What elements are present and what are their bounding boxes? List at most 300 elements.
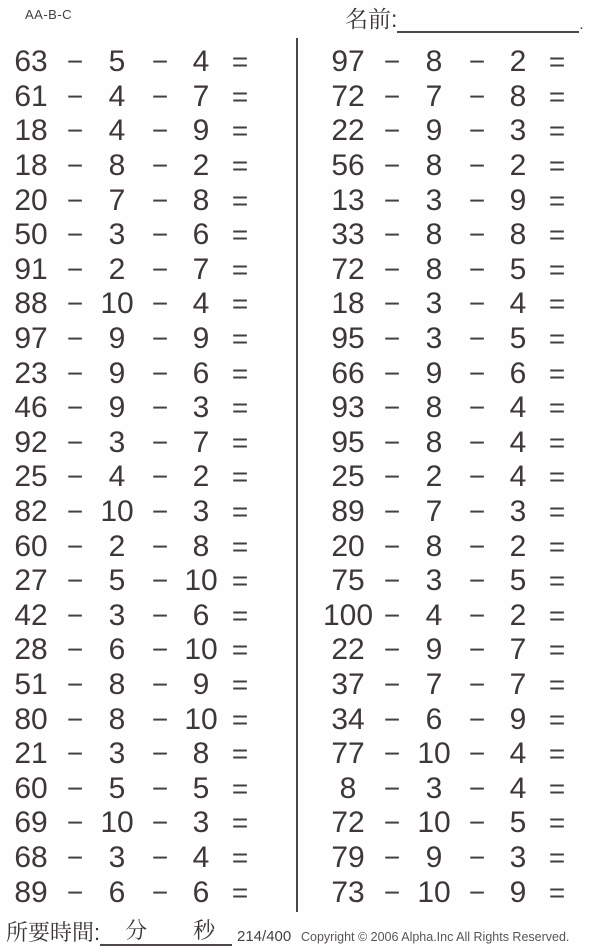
operand-2: 7 <box>425 667 443 701</box>
operand-2: 2 <box>108 529 126 563</box>
problem-row <box>0 356 296 391</box>
equals-sign: = <box>548 703 566 735</box>
minus-sign-1: − <box>66 634 84 666</box>
equals-sign: = <box>231 115 249 147</box>
time-required-block <box>6 916 232 946</box>
minus-sign-1: − <box>66 772 84 804</box>
equals-sign: = <box>231 807 249 839</box>
operand-2: 5 <box>108 45 126 79</box>
minus-sign-1: − <box>383 841 401 873</box>
problem-row <box>0 599 296 634</box>
operand-1: 27 <box>14 564 48 598</box>
minus-sign-2: − <box>151 80 169 112</box>
operand-1: 82 <box>14 495 48 529</box>
operand-2: 9 <box>425 356 443 390</box>
minus-sign-1: − <box>383 392 401 424</box>
name-entry-line <box>397 5 579 33</box>
operand-1: 23 <box>14 356 48 390</box>
operand-2: 8 <box>425 45 443 79</box>
minus-sign-1: − <box>383 253 401 285</box>
operand-1: 68 <box>14 840 48 874</box>
operand-3: 8 <box>192 183 210 217</box>
operand-3: 4 <box>509 460 527 494</box>
operand-1: 89 <box>14 875 48 909</box>
equals-sign: = <box>231 703 249 735</box>
problem-row <box>0 114 296 149</box>
operand-3: 6 <box>192 356 210 390</box>
minus-sign-2: − <box>468 738 486 770</box>
operand-1: 97 <box>14 322 48 356</box>
operand-3: 5 <box>509 806 527 840</box>
operand-2: 8 <box>425 218 443 252</box>
operand-2: 9 <box>108 391 126 425</box>
operand-3: 4 <box>509 425 527 459</box>
operand-2: 3 <box>425 183 443 217</box>
operand-3: 3 <box>509 495 527 529</box>
minutes-label: 分 <box>125 918 148 943</box>
problem-row <box>0 391 296 426</box>
operand-1: 100 <box>322 598 374 632</box>
minus-sign-2: − <box>468 703 486 735</box>
operand-2: 10 <box>100 806 134 840</box>
operand-2: 6 <box>425 702 443 736</box>
operand-2: 4 <box>108 460 126 494</box>
minus-sign-1: − <box>66 668 84 700</box>
minus-sign-1: − <box>66 841 84 873</box>
problem-row <box>0 841 296 876</box>
operand-3: 7 <box>509 667 527 701</box>
copyright-text: Copyright © 2006 Alpha.Inc All Rights Reserved. <box>301 930 570 944</box>
operand-3: 5 <box>509 322 527 356</box>
minus-sign-2: − <box>151 807 169 839</box>
equals-sign: = <box>231 565 249 597</box>
operand-3: 7 <box>509 633 527 667</box>
operand-2: 10 <box>100 287 134 321</box>
column-divider <box>296 38 298 912</box>
operand-2: 4 <box>108 79 126 113</box>
operand-1: 20 <box>331 529 365 563</box>
name-line-end-dot: . <box>579 16 584 33</box>
operand-2: 8 <box>425 149 443 183</box>
operand-2: 5 <box>108 564 126 598</box>
problem-row <box>300 218 600 253</box>
operand-3: 2 <box>509 149 527 183</box>
problem-row <box>300 875 600 910</box>
problem-row <box>0 426 296 461</box>
footer <box>0 912 600 952</box>
minus-sign-2: − <box>151 115 169 147</box>
equals-sign: = <box>548 565 566 597</box>
minus-sign-2: − <box>468 530 486 562</box>
equals-sign: = <box>231 357 249 389</box>
minus-sign-1: − <box>66 426 84 458</box>
operand-2: 9 <box>425 114 443 148</box>
equals-sign: = <box>231 80 249 112</box>
operand-2: 7 <box>425 79 443 113</box>
minus-sign-2: − <box>151 496 169 528</box>
equals-sign: = <box>548 426 566 458</box>
minus-sign-2: − <box>468 807 486 839</box>
operand-2: 3 <box>425 771 443 805</box>
operand-3: 2 <box>509 529 527 563</box>
minus-sign-2: − <box>151 876 169 908</box>
minus-sign-2: − <box>468 288 486 320</box>
equals-sign: = <box>231 668 249 700</box>
problem-row <box>300 564 600 599</box>
seconds-label: 秒 <box>193 918 216 943</box>
minus-sign-2: − <box>468 634 486 666</box>
operand-1: 91 <box>14 252 48 286</box>
equals-sign: = <box>548 668 566 700</box>
equals-sign: = <box>548 323 566 355</box>
equals-sign: = <box>548 150 566 182</box>
equals-sign: = <box>231 876 249 908</box>
operand-3: 8 <box>509 218 527 252</box>
operand-2: 3 <box>108 598 126 632</box>
minus-sign-2: − <box>468 323 486 355</box>
worksheet-code: AA-B-C <box>25 7 73 22</box>
minus-sign-2: − <box>468 392 486 424</box>
operand-1: 46 <box>14 391 48 425</box>
minus-sign-1: − <box>66 150 84 182</box>
minus-sign-2: − <box>468 357 486 389</box>
minus-sign-2: − <box>468 253 486 285</box>
minus-sign-1: − <box>66 219 84 251</box>
operand-2: 3 <box>108 737 126 771</box>
minus-sign-1: − <box>383 668 401 700</box>
operand-3: 5 <box>192 771 210 805</box>
operand-1: 95 <box>331 425 365 459</box>
minus-sign-2: − <box>151 738 169 770</box>
minus-sign-1: − <box>383 565 401 597</box>
operand-3: 4 <box>192 840 210 874</box>
operand-3: 7 <box>192 252 210 286</box>
operand-1: 22 <box>331 633 365 667</box>
operand-1: 37 <box>331 667 365 701</box>
operand-3: 8 <box>192 737 210 771</box>
operand-3: 4 <box>509 287 527 321</box>
operand-2: 9 <box>108 322 126 356</box>
minus-sign-2: − <box>468 461 486 493</box>
minus-sign-1: − <box>66 807 84 839</box>
minus-sign-2: − <box>151 253 169 285</box>
operand-1: 18 <box>14 114 48 148</box>
minus-sign-1: − <box>383 426 401 458</box>
problem-row <box>300 253 600 288</box>
problem-row <box>0 322 296 357</box>
operand-3: 2 <box>509 45 527 79</box>
equals-sign: = <box>548 738 566 770</box>
equals-sign: = <box>231 634 249 666</box>
minus-sign-1: − <box>383 323 401 355</box>
problem-row <box>300 841 600 876</box>
operand-1: 97 <box>331 45 365 79</box>
operand-2: 2 <box>108 252 126 286</box>
operand-1: 18 <box>14 149 48 183</box>
operand-1: 88 <box>14 287 48 321</box>
operand-1: 61 <box>14 79 48 113</box>
minus-sign-1: − <box>66 80 84 112</box>
minus-sign-1: − <box>66 46 84 78</box>
minus-sign-2: − <box>468 150 486 182</box>
minus-sign-2: − <box>151 668 169 700</box>
minus-sign-1: − <box>383 80 401 112</box>
minus-sign-2: − <box>151 219 169 251</box>
problem-row <box>300 114 600 149</box>
operand-3: 4 <box>509 391 527 425</box>
operand-3: 9 <box>509 702 527 736</box>
minus-sign-1: − <box>383 807 401 839</box>
operand-2: 9 <box>425 840 443 874</box>
equals-sign: = <box>548 288 566 320</box>
operand-1: 25 <box>14 460 48 494</box>
equals-sign: = <box>231 46 249 78</box>
problem-row <box>300 633 600 668</box>
minus-sign-2: − <box>468 80 486 112</box>
equals-sign: = <box>231 496 249 528</box>
operand-3: 5 <box>509 564 527 598</box>
operand-3: 7 <box>192 425 210 459</box>
name-block <box>345 5 584 33</box>
minus-sign-1: − <box>383 150 401 182</box>
equals-sign: = <box>548 115 566 147</box>
minus-sign-2: − <box>468 496 486 528</box>
operand-3: 4 <box>192 287 210 321</box>
problem-row <box>0 875 296 910</box>
operand-2: 3 <box>425 287 443 321</box>
minus-sign-1: − <box>66 876 84 908</box>
minus-sign-1: − <box>383 184 401 216</box>
minus-sign-2: − <box>151 772 169 804</box>
minus-sign-2: − <box>151 599 169 631</box>
equals-sign: = <box>231 772 249 804</box>
operand-1: 92 <box>14 425 48 459</box>
problem-row <box>300 183 600 218</box>
operand-1: 66 <box>331 356 365 390</box>
problem-row <box>300 529 600 564</box>
minus-sign-2: − <box>468 219 486 251</box>
operand-3: 9 <box>509 875 527 909</box>
equals-sign: = <box>548 876 566 908</box>
minus-sign-2: − <box>151 461 169 493</box>
problem-row <box>0 80 296 115</box>
operand-2: 3 <box>108 840 126 874</box>
operand-3: 3 <box>192 806 210 840</box>
minus-sign-2: − <box>151 392 169 424</box>
operand-1: 42 <box>14 598 48 632</box>
problem-row <box>300 45 600 80</box>
operand-2: 8 <box>108 702 126 736</box>
minus-sign-1: − <box>383 219 401 251</box>
problem-row <box>300 737 600 772</box>
minus-sign-2: − <box>151 357 169 389</box>
operand-3: 7 <box>192 79 210 113</box>
equals-sign: = <box>231 738 249 770</box>
problem-row <box>300 322 600 357</box>
equals-sign: = <box>231 530 249 562</box>
equals-sign: = <box>231 253 249 285</box>
operand-3: 2 <box>192 460 210 494</box>
operand-1: 25 <box>331 460 365 494</box>
problems-column-left <box>0 45 296 910</box>
operand-2: 10 <box>100 495 134 529</box>
equals-sign: = <box>231 219 249 251</box>
problem-row <box>0 460 296 495</box>
problem-row <box>300 702 600 737</box>
operand-3: 9 <box>192 322 210 356</box>
operand-1: 95 <box>331 322 365 356</box>
problem-row <box>300 495 600 530</box>
operand-2: 10 <box>417 806 451 840</box>
problem-row <box>0 633 296 668</box>
operand-2: 7 <box>108 183 126 217</box>
operand-2: 8 <box>108 667 126 701</box>
minus-sign-1: − <box>383 461 401 493</box>
operand-3: 3 <box>509 840 527 874</box>
operand-3: 10 <box>184 633 218 667</box>
equals-sign: = <box>548 357 566 389</box>
operand-1: 34 <box>331 702 365 736</box>
problems-column-right <box>300 45 600 910</box>
minus-sign-2: − <box>151 634 169 666</box>
operand-3: 4 <box>509 737 527 771</box>
minus-sign-1: − <box>66 565 84 597</box>
equals-sign: = <box>548 46 566 78</box>
operand-1: 69 <box>14 806 48 840</box>
operand-1: 21 <box>14 737 48 771</box>
problem-row <box>300 426 600 461</box>
operand-2: 3 <box>108 218 126 252</box>
operand-1: 89 <box>331 495 365 529</box>
operand-2: 7 <box>425 495 443 529</box>
operand-2: 6 <box>108 875 126 909</box>
operand-1: 50 <box>14 218 48 252</box>
problem-row <box>300 599 600 634</box>
operand-2: 10 <box>417 737 451 771</box>
minus-sign-1: − <box>66 496 84 528</box>
minus-sign-1: − <box>66 530 84 562</box>
operand-1: 28 <box>14 633 48 667</box>
minus-sign-2: − <box>151 184 169 216</box>
equals-sign: = <box>231 599 249 631</box>
operand-1: 33 <box>331 218 365 252</box>
minus-sign-1: − <box>383 876 401 908</box>
minus-sign-1: − <box>383 530 401 562</box>
operand-2: 5 <box>108 771 126 805</box>
equals-sign: = <box>231 323 249 355</box>
problem-row <box>300 287 600 322</box>
minus-sign-1: − <box>66 738 84 770</box>
minus-sign-2: − <box>468 565 486 597</box>
operand-3: 3 <box>192 391 210 425</box>
minus-sign-2: − <box>468 599 486 631</box>
minus-sign-1: − <box>66 288 84 320</box>
equals-sign: = <box>231 184 249 216</box>
operand-2: 8 <box>425 425 443 459</box>
operand-1: 93 <box>331 391 365 425</box>
operand-3: 4 <box>509 771 527 805</box>
minus-sign-1: − <box>383 772 401 804</box>
operand-1: 22 <box>331 114 365 148</box>
minus-sign-1: − <box>66 115 84 147</box>
problem-row <box>0 564 296 599</box>
minus-sign-1: − <box>383 288 401 320</box>
equals-sign: = <box>548 461 566 493</box>
operand-1: 18 <box>331 287 365 321</box>
operand-1: 13 <box>331 183 365 217</box>
equals-sign: = <box>548 841 566 873</box>
operand-3: 9 <box>192 114 210 148</box>
minus-sign-2: − <box>468 426 486 458</box>
name-label: 名前: <box>345 6 398 32</box>
problem-row <box>300 149 600 184</box>
minus-sign-1: − <box>383 738 401 770</box>
minus-sign-1: − <box>66 599 84 631</box>
minus-sign-2: − <box>151 323 169 355</box>
problem-row <box>0 253 296 288</box>
equals-sign: = <box>548 184 566 216</box>
problem-row <box>0 218 296 253</box>
minus-sign-1: − <box>383 634 401 666</box>
operand-3: 6 <box>192 598 210 632</box>
equals-sign: = <box>548 219 566 251</box>
operand-1: 20 <box>14 183 48 217</box>
operand-2: 6 <box>108 633 126 667</box>
operand-1: 72 <box>331 79 365 113</box>
operand-3: 3 <box>192 495 210 529</box>
problem-row <box>300 460 600 495</box>
operand-1: 56 <box>331 149 365 183</box>
minus-sign-1: − <box>66 357 84 389</box>
operand-1: 8 <box>339 771 357 805</box>
operand-2: 2 <box>425 460 443 494</box>
minus-sign-2: − <box>468 115 486 147</box>
equals-sign: = <box>548 530 566 562</box>
minus-sign-2: − <box>468 46 486 78</box>
operand-1: 80 <box>14 702 48 736</box>
page-number: 214/400 <box>237 928 292 945</box>
minus-sign-1: − <box>383 115 401 147</box>
minus-sign-1: − <box>383 46 401 78</box>
operand-3: 6 <box>509 356 527 390</box>
problem-row <box>300 80 600 115</box>
equals-sign: = <box>548 599 566 631</box>
minus-sign-2: − <box>151 841 169 873</box>
operand-3: 8 <box>509 79 527 113</box>
minus-sign-1: − <box>66 461 84 493</box>
operand-3: 8 <box>192 529 210 563</box>
operand-2: 8 <box>425 252 443 286</box>
minus-sign-2: − <box>468 184 486 216</box>
problem-row <box>300 391 600 426</box>
minus-sign-2: − <box>151 426 169 458</box>
operand-3: 2 <box>509 598 527 632</box>
time-entry-line <box>100 917 231 946</box>
minus-sign-1: − <box>66 323 84 355</box>
equals-sign: = <box>548 80 566 112</box>
equals-sign: = <box>231 150 249 182</box>
problem-row <box>0 668 296 703</box>
operand-3: 10 <box>184 702 218 736</box>
operand-3: 3 <box>509 114 527 148</box>
minus-sign-2: − <box>468 841 486 873</box>
operand-2: 8 <box>108 149 126 183</box>
minus-sign-1: − <box>66 253 84 285</box>
minus-sign-2: − <box>468 772 486 804</box>
equals-sign: = <box>548 392 566 424</box>
operand-3: 10 <box>184 564 218 598</box>
operand-1: 60 <box>14 529 48 563</box>
